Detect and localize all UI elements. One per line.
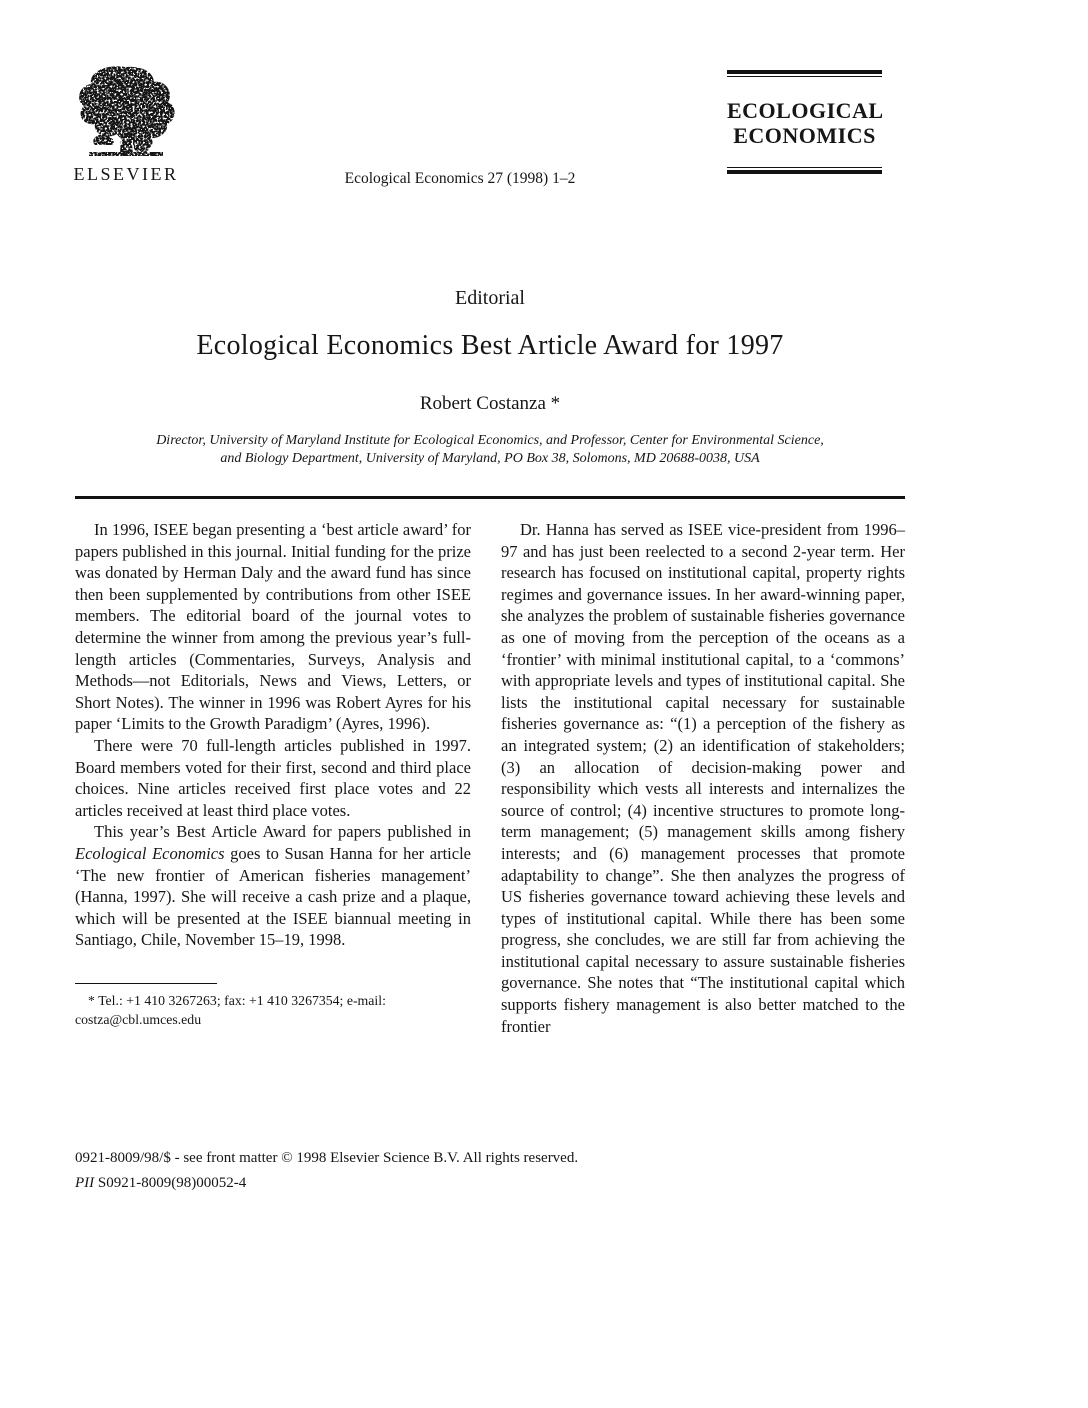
paragraph-1: In 1996, ISEE began presenting a ‘best article award’ for papers published in this journal. Initial funding for the prize was donated by Herman Daly and the award fund has since then been supplemented by contributions from other ISEE members. The editorial board of the journal votes to determine the winner from among the previous year’s full-length articles (Commentaries, Surveys, Analysis and Methods—not Editorials, News and Views, Letters, or Short Notes). The winner in 1996 was Robert Ayres for his paper ‘Limits to the Growth Paradigm’ (Ayres, 1996). (75, 520, 471, 734)
left-column (75, 519, 471, 1037)
copyright-line: 0921-8009/98/$ - see front matter © 1998 Elsevier Science B.V. All rights reserved. (75, 1150, 579, 1166)
author-affiliation (75, 432, 905, 468)
article-body (75, 519, 905, 1037)
article-title: Ecological Economics Best Article Award for 1997 (196, 330, 784, 361)
pii-line (75, 1171, 578, 1196)
pii-value: S0921-8009(98)00052-4 (97, 1175, 247, 1191)
banner-rule-top-thin (727, 76, 882, 77)
journal-name-italic: Ecological Economics (75, 843, 225, 863)
paragraph-2: There were 70 full-length articles published in 1997. Board members voted for their first, second and third place choices. Nine articles received first place votes and 22 articles received at least third place votes. (75, 735, 471, 820)
banner-rule-top-thick (727, 70, 882, 74)
journal-banner-line2: ECONOMICS (733, 123, 876, 148)
paragraph-4: Dr. Hanna has served as ISEE vice-president from 1996–97 and has just been reelected to a second 2-year term. Her research has focused on institutional capital, property rights regimes and governance issues. In her award-winning paper, she analyzes the problem of sustainable fisheries governance as one of moving from the perception of the oceans as a ‘frontier’ with minimal institutional capital, to a ‘commons’ with appropriate levels and types of institutional capital. She lists the institutional capital necessary for sustainable fisheries governance as: “(1) a perception of the fishery as an integrated system; (2) an identification of stakeholders; (3) an allocation of decision-making power and responsibility which vests all interests and internalizes the source of control; (4) incentive structures to promote long-term management; (5) management skills among fishery interests; and (6) management processes that promote adaptability to change”. She then analyzes the progress of US fisheries governance toward achieving these levels and types of institutional capital. While there has been some progress, she concludes, we are still far from achieving the institutional capital necessary to assure sustainable fisheries governance. She notes that “The institutional capital which supports fishery management is also better matched to the frontier (501, 520, 905, 1036)
imprint-footer (75, 1146, 578, 1196)
footnote-block (75, 983, 471, 1030)
paragraph-3-text-cont: goes to Susan Hanna for her article ‘The new frontier of American fisheries management’ (Hanna, 1997). She will receive a cash prize and a plaque, which will be presented at the ISEE biannual meeting in Santiago, Chile, November 15–19, 1998. (75, 843, 471, 950)
right-column (501, 519, 905, 1037)
affiliation-line1: Director, University of Maryland Institute for Ecological Economics, and Professor, Center for Environmental Science, (156, 433, 824, 448)
header-divider-rule (75, 496, 905, 499)
author-name: Robert Costanza * (419, 393, 561, 414)
pii-label: PII (75, 1175, 95, 1191)
journal-banner-title (727, 98, 882, 148)
paragraph-3 (75, 821, 471, 951)
elsevier-tree-logo (75, 66, 177, 162)
publisher-name: ELSEVIER (73, 164, 179, 184)
journal-banner-line1: ECOLOGICAL (727, 98, 884, 123)
footnote-rule (75, 983, 217, 985)
journal-banner (727, 70, 882, 174)
banner-rule-bottom-thick (727, 170, 882, 174)
journal-citation: Ecological Economics 27 (1998) 1–2 (344, 170, 576, 187)
publisher-block (70, 66, 182, 185)
banner-rule-bottom-thin (727, 167, 882, 168)
paragraph-3-text: This year’s Best Article Award for papers published in (94, 822, 471, 842)
affiliation-line2: and Biology Department, University of Maryland, PO Box 38, Solomons, MD 20688-0038, USA (220, 451, 760, 466)
section-label: Editorial (455, 287, 525, 309)
footnote-contact: * Tel.: +1 410 3267263; fax: +1 410 3267354; e-mail: costza@cbl.umces.edu (75, 993, 386, 1028)
